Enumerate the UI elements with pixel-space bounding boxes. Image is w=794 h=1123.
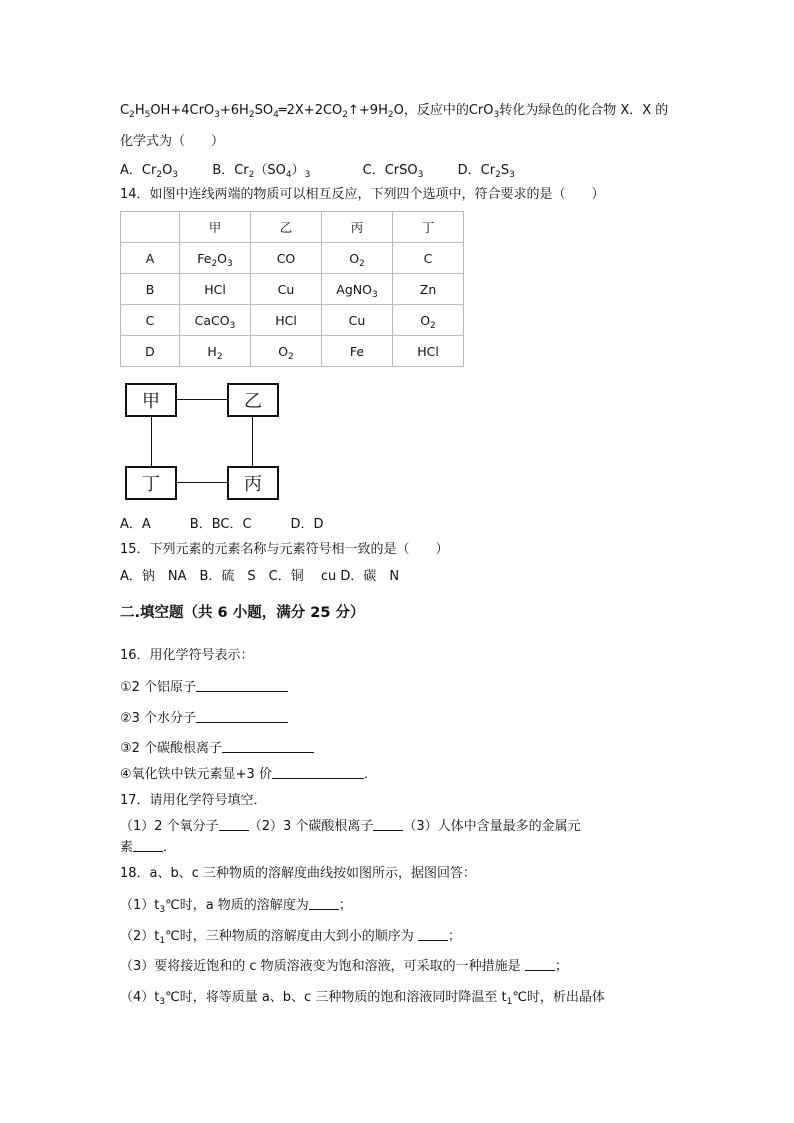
- q14-stem: 14．如图中连线两端的物质可以相互反应，下列四个选项中，符合要求的是（ ）: [120, 187, 605, 202]
- table-cell: Cu: [322, 305, 393, 336]
- header-cell: 丁: [393, 212, 464, 243]
- table-cell: $O_2$: [393, 305, 464, 336]
- table-cell: $H_2$: [180, 336, 251, 367]
- q13-option-d: D．$Cr_2S_3$: [457, 163, 515, 180]
- box-jia: 甲: [125, 383, 177, 417]
- table-cell: HCl: [251, 305, 322, 336]
- header-cell: 甲: [180, 212, 251, 243]
- answer-blank[interactable]: [272, 766, 364, 779]
- answer-blank[interactable]: [418, 928, 448, 941]
- section-heading: 二.填空题（共 6 小题，满分 25 分）: [120, 605, 365, 621]
- q16-item: ③2 个碳酸根离子: [120, 740, 314, 758]
- q14-answer-options: A．A B．BC．C D．D: [120, 517, 324, 532]
- table-cell: HCl: [393, 336, 464, 367]
- table-row: [121, 274, 464, 305]
- box-yi: 乙: [227, 383, 279, 417]
- q13-options: [120, 162, 515, 180]
- table-cell: Fe: [322, 336, 393, 367]
- connector-line: [151, 416, 152, 466]
- answer-blank[interactable]: [133, 839, 163, 852]
- q18-item-4: $(4)t_3℃$时，将等质量 a、b、c 三种物质的饱和溶液同时降温至 $t_1℃$时，析出晶体: [120, 990, 605, 1007]
- table-cell: $O_2$: [322, 243, 393, 274]
- header-cell: 丙: [322, 212, 393, 243]
- q17-line1: （1）2 个氧分子 （2）3 个碳酸根离子 （3）人体中含量最多的金属元: [120, 819, 581, 834]
- q18-stem: 18．a、b、c 三种物质的溶解度曲线按如图所示，据图回答：: [120, 866, 477, 881]
- table-row: [121, 336, 464, 367]
- q16-item: ④氧化铁中铁元素显+3 价 ．: [120, 767, 377, 782]
- row-label: A: [121, 243, 180, 274]
- table-cell: CaCO$_3$: [180, 305, 251, 336]
- answer-blank[interactable]: [525, 958, 555, 971]
- row-label: D: [121, 336, 180, 367]
- answer-blank[interactable]: [219, 818, 249, 831]
- table-row: [121, 243, 464, 274]
- q16-stem: 16．用化学符号表示：: [120, 648, 254, 663]
- row-label: C: [121, 305, 180, 336]
- table-cell: AgNO$_3$: [322, 274, 393, 305]
- header-cell: 乙: [251, 212, 322, 243]
- box-bing: 丙: [227, 466, 279, 500]
- q13-option-b: B．$Cr_2(SO_4)_3$: [212, 163, 311, 180]
- q13-equation-line: $C_2H_5OH+4CrO_3+6H_2SO_4═2X+2CO_2↑+9H_2O$，反应中的CrO$_3$转化为绿色的化合物 X．X 的: [120, 103, 669, 120]
- row-label: B: [121, 274, 180, 305]
- q14-options-table: [120, 211, 464, 367]
- answer-blank[interactable]: [373, 818, 403, 831]
- header-cell: [121, 212, 180, 243]
- q16-item: ②3 个水分子: [120, 710, 288, 728]
- table-cell: Cu: [251, 274, 322, 305]
- table-cell: $O_2$: [251, 336, 322, 367]
- answer-blank[interactable]: [196, 679, 288, 692]
- table-header-row: [121, 212, 464, 243]
- q18-item-1: $(1)t_3℃$时，a 物质的溶解度为 ；: [120, 898, 352, 915]
- table-cell: C: [393, 243, 464, 274]
- q17-line2: 素 ．: [120, 840, 177, 855]
- q17-stem: 17．请用化学符号填空．: [120, 793, 267, 808]
- q15-stem: 15．下列元素的元素名称与元素符号相一致的是（ ）: [120, 542, 449, 557]
- q16-item: ①2 个铝原子: [120, 679, 288, 697]
- connector-line: [252, 416, 253, 466]
- connector-line: [176, 482, 228, 483]
- q18-item-3: （3）要将接近饱和的 c 物质溶液变为饱和溶液，可采取的一种措施是 ；: [120, 959, 568, 974]
- q18-item-2: $(2)t_1℃$时，三种物质的溶解度由大到小的顺序为 ；: [120, 929, 461, 946]
- table-cell: HCl: [180, 274, 251, 305]
- answer-blank[interactable]: [222, 740, 314, 753]
- q13-stem-end: 化学式为（ ）: [120, 134, 225, 149]
- box-ding: 丁: [125, 466, 177, 500]
- table-cell: $Fe_2O_3$: [180, 243, 251, 274]
- q15-options: A．钠 NA B．硫 S C．铜 cu D．碳 N: [120, 569, 400, 584]
- answer-blank[interactable]: [196, 710, 288, 723]
- q13-option-a: A．$Cr_2O_3$: [120, 163, 179, 180]
- table-cell: CO: [251, 243, 322, 274]
- answer-blank[interactable]: [309, 897, 339, 910]
- q13-option-c: C．CrSO$_3$: [362, 163, 424, 180]
- table-row: [121, 305, 464, 336]
- connector-line: [176, 399, 228, 400]
- table-cell: Zn: [393, 274, 464, 305]
